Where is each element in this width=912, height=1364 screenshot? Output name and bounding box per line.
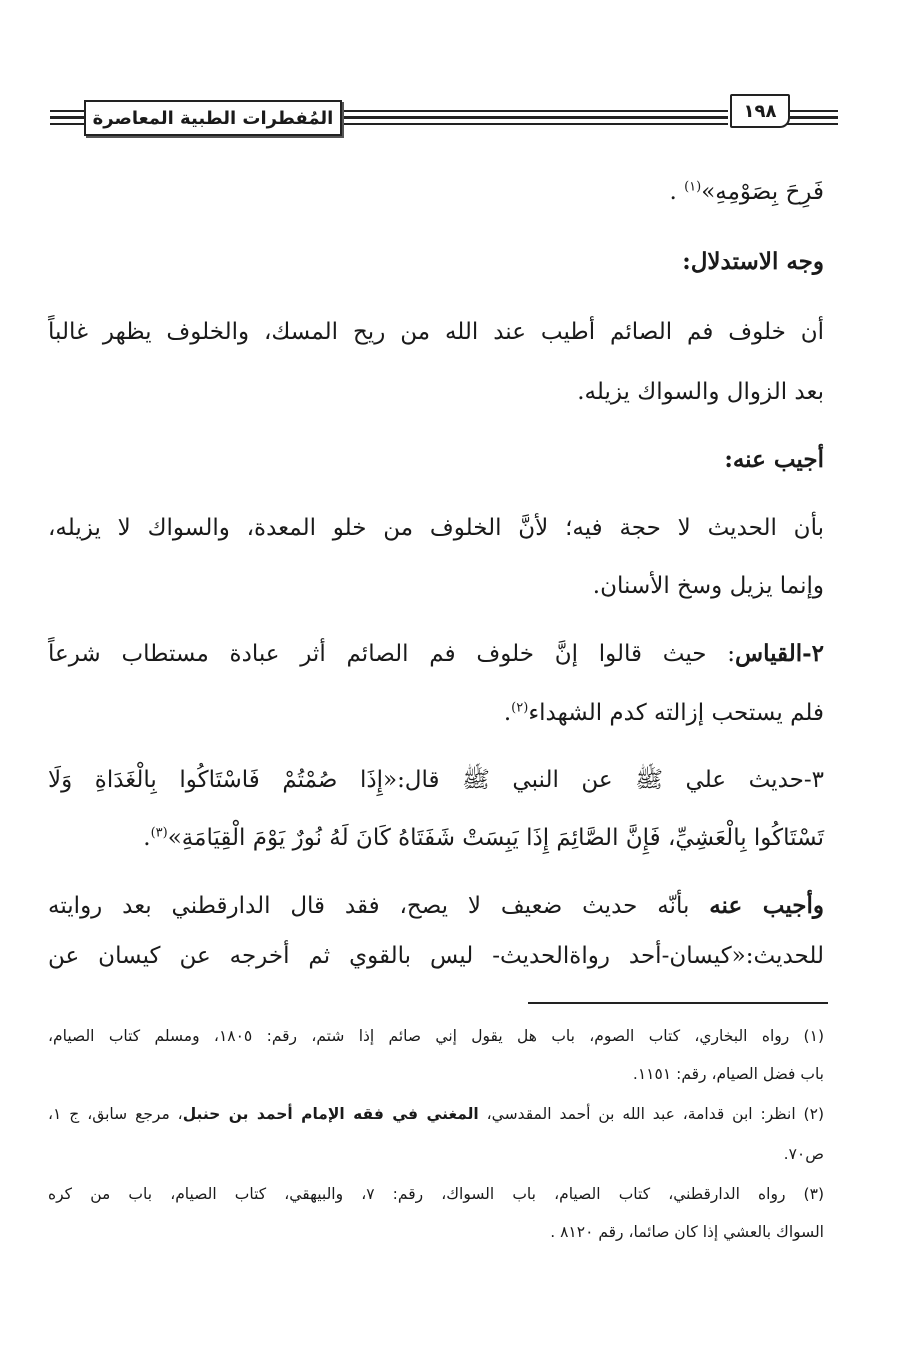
header-rule-left: [50, 104, 84, 130]
section-heading: وجه الاستدلال:: [682, 248, 824, 275]
text-line: ٢-القياس: حيث قالوا إنَّ خلوف فم الصائم أثر عبادة مستطاب شرعاً: [48, 640, 824, 667]
section-heading: أجيب عنه:: [724, 446, 824, 473]
footnote-ref: (٣): [150, 825, 168, 841]
footnote-separator: [528, 1002, 828, 1004]
hadith-line: ٣-حديث علي ﷺ عن النبي ﷺ قال:«إِذَا صُمْتُمْ فَاسْتَاكُوا بِالْغَدَاةِ وَلَا: [48, 767, 824, 793]
footnote-line: ص٧٠.: [783, 1145, 824, 1163]
running-title: المُفطرات الطبية المعاصرة: [84, 100, 342, 136]
book-title: المغني في فقه الإمام أحمد بن حنبل: [182, 1105, 479, 1123]
text-line: بعد الزوال والسواك يزيله.: [577, 379, 824, 405]
footnote-ref: (١): [684, 179, 702, 195]
text-line: بأن الحديث لا حجة فيه؛ لأنَّ الخلوف من خلو المعدة، والسواك لا يزيله،: [48, 515, 824, 541]
header-rule-middle: [338, 104, 728, 130]
text-line: فَرِحَ بِصَوْمِهِ»$^{(١)}$ .: [669, 179, 824, 205]
footnote-ref: (٢): [511, 700, 529, 716]
footnote-line: (١) رواه البخاري، كتاب الصوم، باب هل يقول إني صائم إذا شتم، رقم: ١٨٠٥، ومسلم كتاب الصيام،: [48, 1027, 824, 1045]
footnote-line: (٣) رواه الدارقطني، كتاب الصيام، باب السواك، رقم: ٧، والبيهقي، كتاب الصيام، باب من كره: [48, 1185, 824, 1203]
hadith-line: تَسْتَاكُوا بِالْعَشِيِّ، فَإِنَّ الصَّائِمَ إِذَا يَبِسَتْ شَفَتَاهُ كَانَ لَهُ نُورٌ يَوْمَ الْقِيَامَةِ»$^{(٣)}$.: [143, 825, 824, 851]
text-line: للحديث:«كيسان-أحد رواةالحديث- ليس بالقوي ثم أخرجه عن كيسان عن: [48, 943, 824, 969]
text-line: أن خلوف فم الصائم أطيب عند الله من ريح المسك، والخلوف يظهر غالباً: [48, 319, 824, 345]
footnote-line: السواك بالعشي إذا كان صائما، رقم ٨١٢٠ .: [550, 1223, 824, 1241]
text-line: فلم يستحب إزالته كدم الشهداء$^{(٢)}$.: [503, 700, 824, 726]
header-rule-right: [786, 104, 838, 130]
footnote-line: باب فضل الصيام، رقم: ١١٥١.: [632, 1065, 824, 1083]
page-number: ١٩٨: [730, 94, 790, 128]
text-line: وإنما يزيل وسخ الأسنان.: [592, 573, 824, 599]
footnote-line: (٢) انظر: ابن قدامة، عبد الله بن أحمد المقدسي، المغني في فقه الإمام أحمد بن حنبل، مرجع سابق، ج ١،: [48, 1105, 824, 1123]
text-line: وأجيب عنه بأنّه حديث ضعيف لا يصح، فقد قال الدارقطني بعد روايته: [48, 892, 824, 919]
